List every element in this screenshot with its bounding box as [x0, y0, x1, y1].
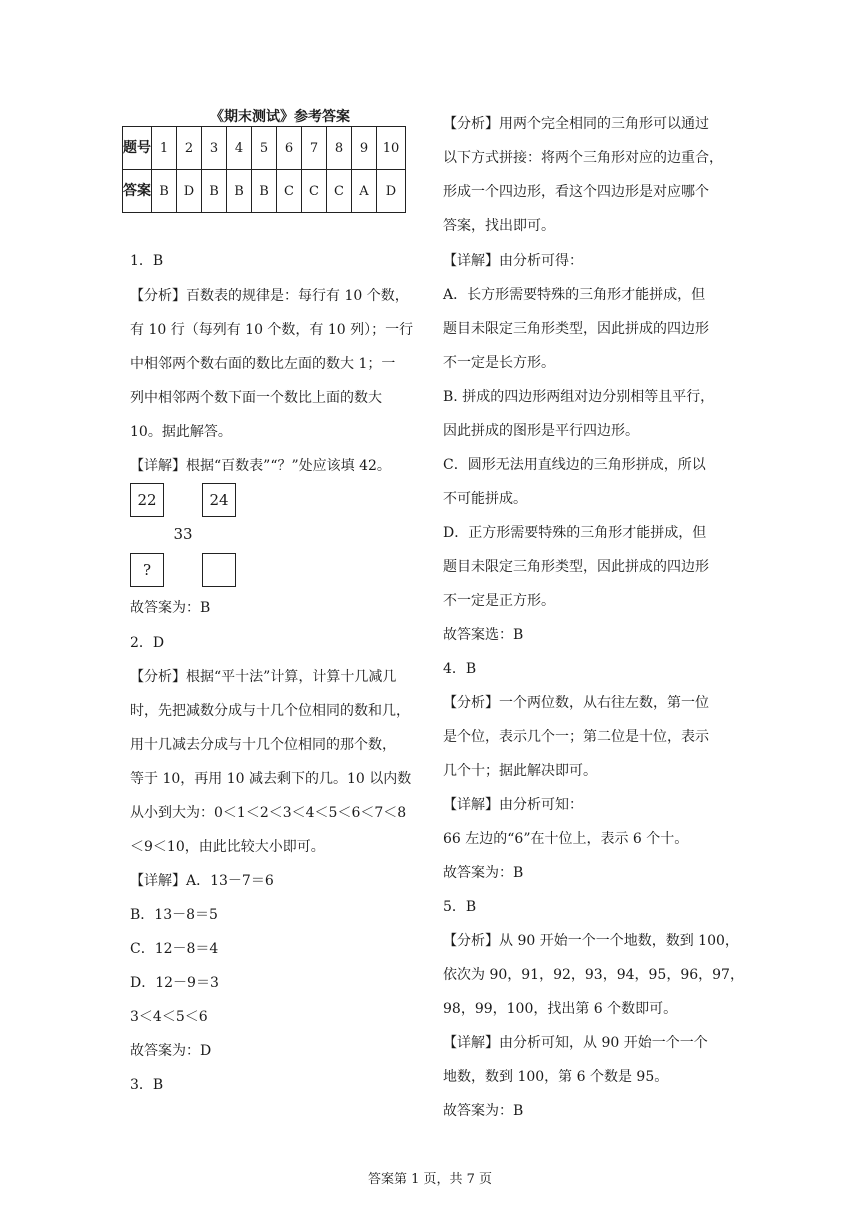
question-number-cell: 8 — [327, 127, 352, 170]
question-heading: 3．B — [130, 1077, 164, 1093]
text-line: 10。据此解答。 — [130, 424, 232, 440]
question-number-cell: 2 — [177, 127, 202, 170]
text-line: 【分析】一个两位数，从右往左数，第一位 — [443, 695, 709, 711]
text-line: ＜9＜10，由此比较大小即可。 — [130, 839, 325, 855]
question-heading: 4．B — [443, 661, 477, 677]
answer-cell: C — [302, 170, 327, 213]
text-line: 不一定是长方形。 — [443, 355, 555, 371]
grid-cell: 24 — [202, 483, 236, 517]
question-number-cell: 9 — [352, 127, 377, 170]
text-line: 故答案为：B — [443, 1103, 524, 1119]
text-line: 66 左边的“6”在十位上，表示 6 个十。 — [443, 831, 689, 847]
text-line: D．12－9＝3 — [130, 975, 219, 991]
question-number-cell: 1 — [152, 127, 177, 170]
text-line: D．正方形需要特殊的三角形才能拼成，但 — [443, 525, 707, 541]
text-line: 【分析】用两个完全相同的三角形可以通过 — [443, 116, 709, 132]
answer-cell: B — [252, 170, 277, 213]
text-line: 不一定是正方形。 — [443, 593, 555, 609]
text-line: 题目未限定三角形类型，因此拼成的四边形 — [443, 321, 709, 337]
text-line: 不可能拼成。 — [443, 491, 527, 507]
text-line: 【详解】由分析可知： — [443, 797, 583, 813]
text-line: 【详解】根据“百数表”“？”处应该填 42。 — [130, 458, 391, 474]
question-number-cell: 3 — [202, 127, 227, 170]
text-line: 【详解】A．13－7＝6 — [130, 873, 274, 889]
grid-cell-question: ? — [130, 553, 164, 587]
answer-cell: B — [202, 170, 227, 213]
question-heading: 2．D — [130, 635, 165, 651]
text-line: 故答案为：D — [130, 1043, 212, 1059]
text-line: 【详解】由分析可得： — [443, 253, 583, 269]
table-row — [123, 170, 406, 213]
answer-cell: B — [152, 170, 177, 213]
text-line: 【分析】根据“平十法”计算，计算十几减几 — [130, 669, 397, 685]
text-line: 以下方式拼接：将两个三角形对应的边重合， — [443, 150, 723, 166]
text-line: 有 10 行（每列有 10 个数，有 10 列）；一行 — [130, 322, 414, 338]
page-title: 《期末测试》参考答案 — [210, 109, 350, 125]
text-line: 【详解】由分析可知，从 90 开始一个一个 — [443, 1035, 708, 1051]
text-line: 答案，找出即可。 — [443, 218, 555, 234]
text-line: C．圆形无法用直线边的三角形拼成，所以 — [443, 457, 706, 473]
question-heading: 5．B — [443, 899, 477, 915]
grid-cell: 22 — [130, 483, 164, 517]
text-line: 用十几减去分成与十几个位相同的那个数， — [130, 737, 396, 753]
text-line: B. 拼成的四边形两组对边分别相等且平行， — [443, 389, 715, 405]
answer-cell: C — [327, 170, 352, 213]
text-line: 故答案为：B — [443, 865, 524, 881]
text-line: B．13－8＝5 — [130, 907, 218, 923]
question-number-cell: 6 — [277, 127, 302, 170]
question-number-cell: 4 — [227, 127, 252, 170]
table-header-cell: 答案 — [123, 170, 152, 213]
text-line: 几个十；据此解决即可。 — [443, 763, 597, 779]
question-number-cell: 10 — [377, 127, 406, 170]
answer-cell: B — [227, 170, 252, 213]
text-line: 是个位，表示几个一；第二位是十位，表示 — [443, 729, 709, 745]
text-line: 98，99，100，找出第 6 个数即可。 — [443, 1001, 678, 1017]
text-line: 依次为 90，91，92，93，94，95，96，97， — [443, 967, 744, 983]
table-row — [123, 127, 406, 170]
text-line: 中相邻两个数右面的数比左面的数大 1；一 — [130, 356, 396, 372]
text-line: A．长方形需要特殊的三角形才能拼成，但 — [443, 287, 706, 303]
table-header-cell: 题号 — [123, 127, 152, 170]
grid-cell: 33 — [173, 525, 193, 543]
text-line: 【分析】百数表的规律是：每行有 10 个数， — [130, 288, 409, 304]
text-line: 时，先把减数分成与十几个位相同的数和几， — [130, 703, 410, 719]
text-line: 从小到大为：0＜1＜2＜3＜4＜5＜6＜7＜8 — [130, 805, 407, 821]
answer-cell: D — [377, 170, 406, 213]
question-heading: 1．B — [130, 253, 164, 269]
text-line: 地数，数到 100，第 6 个数是 95。 — [443, 1069, 669, 1085]
answer-cell: C — [277, 170, 302, 213]
question-number-cell: 5 — [252, 127, 277, 170]
text-line: 因此拼成的图形是平行四边形。 — [443, 423, 639, 439]
answer-cell: A — [352, 170, 377, 213]
answer-table — [122, 126, 406, 213]
text-line: 形成一个四边形，看这个四边形是对应哪个 — [443, 184, 709, 200]
text-line: 等于 10，再用 10 减去剩下的几。10 以内数 — [130, 771, 412, 787]
grid-cell-empty — [202, 553, 236, 587]
text-line: 故答案选：B — [443, 627, 524, 643]
text-line: C．12－8＝4 — [130, 941, 219, 957]
text-line: 【分析】从 90 开始一个一个地数，数到 100， — [443, 933, 739, 949]
page-footer: 答案第 1 页，共 7 页 — [367, 1172, 493, 1187]
text-line: 题目未限定三角形类型，因此拼成的四边形 — [443, 559, 709, 575]
text-line: 3＜4＜5＜6 — [130, 1009, 208, 1025]
answer-cell: D — [177, 170, 202, 213]
text-line: 列中相邻两个数下面一个数比上面的数大 — [130, 390, 382, 406]
text-line: 故答案为：B — [130, 600, 211, 616]
question-number-cell: 7 — [302, 127, 327, 170]
